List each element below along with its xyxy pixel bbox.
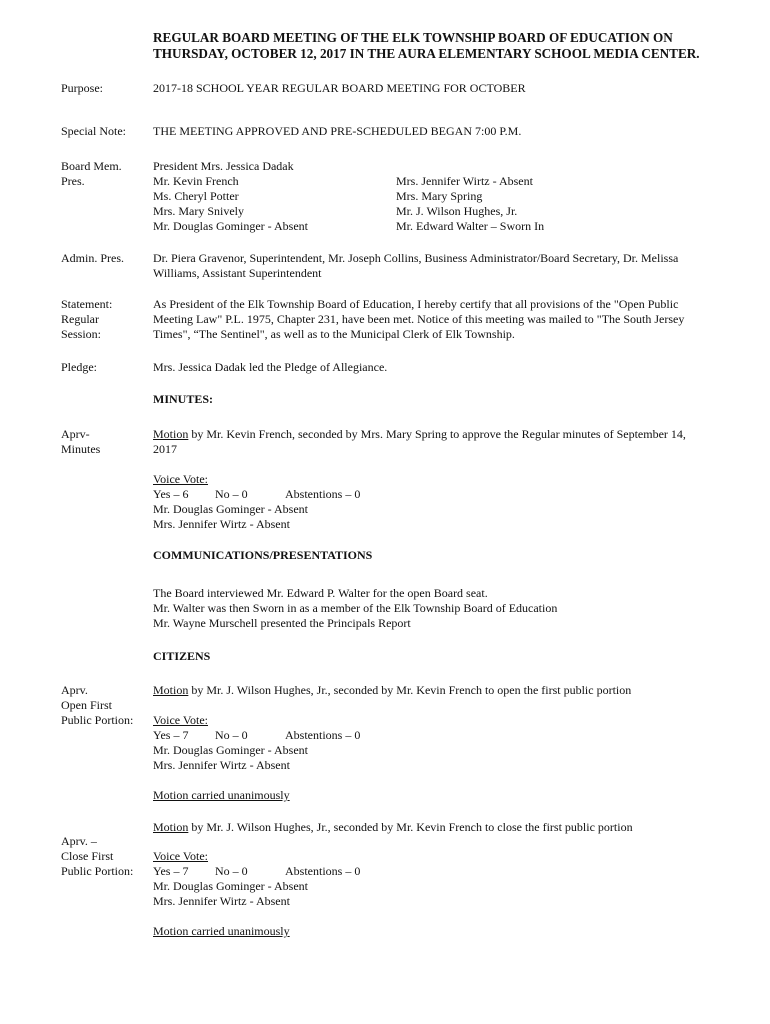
absent-member: Mr. Douglas Gominger - Absent [153, 879, 308, 893]
communications-line: The Board interviewed Mr. Edward P. Walter for the open Board seat. [153, 586, 488, 600]
vote-yes: Yes – 6 [153, 487, 189, 501]
admin-present-label: Admin. Pres. [61, 251, 124, 265]
minutes-motion [153, 427, 686, 442]
board-member: Mrs. Mary Spring [396, 189, 483, 203]
vote-tally [153, 487, 360, 502]
vote-no: No – 0 [215, 728, 248, 742]
statement-line-2: Meeting Law" P.L. 1975, Chapter 231, have been met. Notice of this meeting was mailed to "The South Jersey [153, 312, 685, 326]
pledge-label: Pledge: [61, 360, 97, 374]
voice-vote-label: Voice Vote: [153, 849, 209, 863]
motion-text: by Mr. J. Wilson Hughes, Jr., seconded by Mr. Kevin French to open the first public portion [188, 683, 632, 697]
board-member: Mrs. Mary Snively [153, 204, 244, 218]
minutes-motion-line-2: 2017 [153, 442, 177, 456]
admin-present-line-1: Dr. Piera Gravenor, Superintendent, Mr. Joseph Collins, Business Administrator/Board Secretary, Dr. Melissa [153, 251, 679, 265]
board-members-label: Board Mem. [61, 159, 122, 173]
motion-carried: Motion carried unanimously [153, 788, 290, 802]
vote-tally [153, 728, 360, 743]
board-member: Mr. Douglas Gominger - Absent [153, 219, 308, 233]
document-title-line-2: THURSDAY, OCTOBER 12, 2017 IN THE AURA ELEMENTARY SCHOOL MEDIA CENTER. [153, 46, 700, 61]
minutes-approval-label-2: Minutes [61, 442, 101, 456]
citizens-heading: CITIZENS [153, 649, 211, 663]
statement-line-1: As President of the Elk Township Board of Education, I hereby certify that all provisions of the "Open Public [153, 297, 679, 311]
close-portion-label-2: Close First [61, 849, 114, 863]
motion-word: Motion [153, 820, 189, 834]
motion-text: by Mr. J. Wilson Hughes, Jr., seconded by Mr. Kevin French to close the first public portion [188, 820, 633, 834]
statement-line-3: Times", “The Sentinel", as well as to the Municipal Clerk of Elk Township. [153, 327, 515, 341]
board-member: Mr. Edward Walter – Sworn In [396, 219, 545, 233]
motion-text: by Mr. Kevin French, seconded by Mrs. Mary Spring to approve the Regular minutes of September 14, [188, 427, 686, 441]
admin-present-line-2: Williams, Assistant Superintendent [153, 266, 322, 280]
document-title-line-1: REGULAR BOARD MEETING OF THE ELK TOWNSHIP BOARD OF EDUCATION ON [153, 30, 673, 45]
absent-member: Mr. Douglas Gominger - Absent [153, 743, 308, 757]
vote-no: No – 0 [215, 864, 248, 878]
minutes-heading: MINUTES: [153, 392, 214, 406]
close-portion-label-3: Public Portion: [61, 864, 134, 878]
communications-line: Mr. Wayne Murschell presented the Principals Report [153, 616, 411, 630]
purpose-label: Purpose: [61, 81, 103, 95]
vote-tally [153, 864, 360, 879]
vote-abstentions: Abstentions – 0 [285, 728, 361, 742]
board-member: Mrs. Jennifer Wirtz - Absent [396, 174, 533, 188]
open-portion-motion [153, 683, 631, 698]
board-president: President Mrs. Jessica Dadak [153, 159, 294, 173]
statement-label-3: Session: [61, 327, 102, 341]
special-note-text: THE MEETING APPROVED AND PRE-SCHEDULED BEGAN 7:00 P.M. [153, 124, 522, 138]
purpose-text: 2017-18 SCHOOL YEAR REGULAR BOARD MEETING FOR OCTOBER [153, 81, 526, 95]
board-member: Ms. Cheryl Potter [153, 189, 239, 203]
minutes-approval-label: Aprv- [61, 427, 90, 441]
communications-line: Mr. Walter was then Sworn in as a member of the Elk Township Board of Education [153, 601, 558, 615]
motion-word: Motion [153, 683, 189, 697]
statement-label-2: Regular [61, 312, 99, 326]
absent-member: Mrs. Jennifer Wirtz - Absent [153, 517, 290, 531]
voice-vote-label: Voice Vote: [153, 713, 209, 727]
voice-vote-label: Voice Vote: [153, 472, 209, 486]
motion-word: Motion [153, 427, 189, 441]
board-member: Mr. J. Wilson Hughes, Jr. [396, 204, 518, 218]
communications-heading: COMMUNICATIONS/PRESENTATIONS [153, 548, 373, 562]
motion-carried: Motion carried unanimously [153, 924, 290, 938]
pledge-text: Mrs. Jessica Dadak led the Pledge of Allegiance. [153, 360, 388, 374]
special-note-label: Special Note: [61, 124, 126, 138]
open-portion-label: Aprv. [61, 683, 88, 697]
open-portion-label-3: Public Portion: [61, 713, 134, 727]
open-portion-label-2: Open First [61, 698, 112, 712]
vote-abstentions: Abstentions – 0 [285, 864, 361, 878]
board-member: Mr. Kevin French [153, 174, 239, 188]
close-portion-label: Aprv. – [61, 834, 97, 848]
vote-abstentions: Abstentions – 0 [285, 487, 361, 501]
vote-yes: Yes – 7 [153, 864, 189, 878]
vote-no: No – 0 [215, 487, 248, 501]
statement-label: Statement: [61, 297, 113, 311]
vote-yes: Yes – 7 [153, 728, 189, 742]
board-members-label-2: Pres. [61, 174, 85, 188]
absent-member: Mrs. Jennifer Wirtz - Absent [153, 894, 290, 908]
absent-member: Mrs. Jennifer Wirtz - Absent [153, 758, 290, 772]
close-portion-motion [153, 820, 633, 835]
absent-member: Mr. Douglas Gominger - Absent [153, 502, 308, 516]
